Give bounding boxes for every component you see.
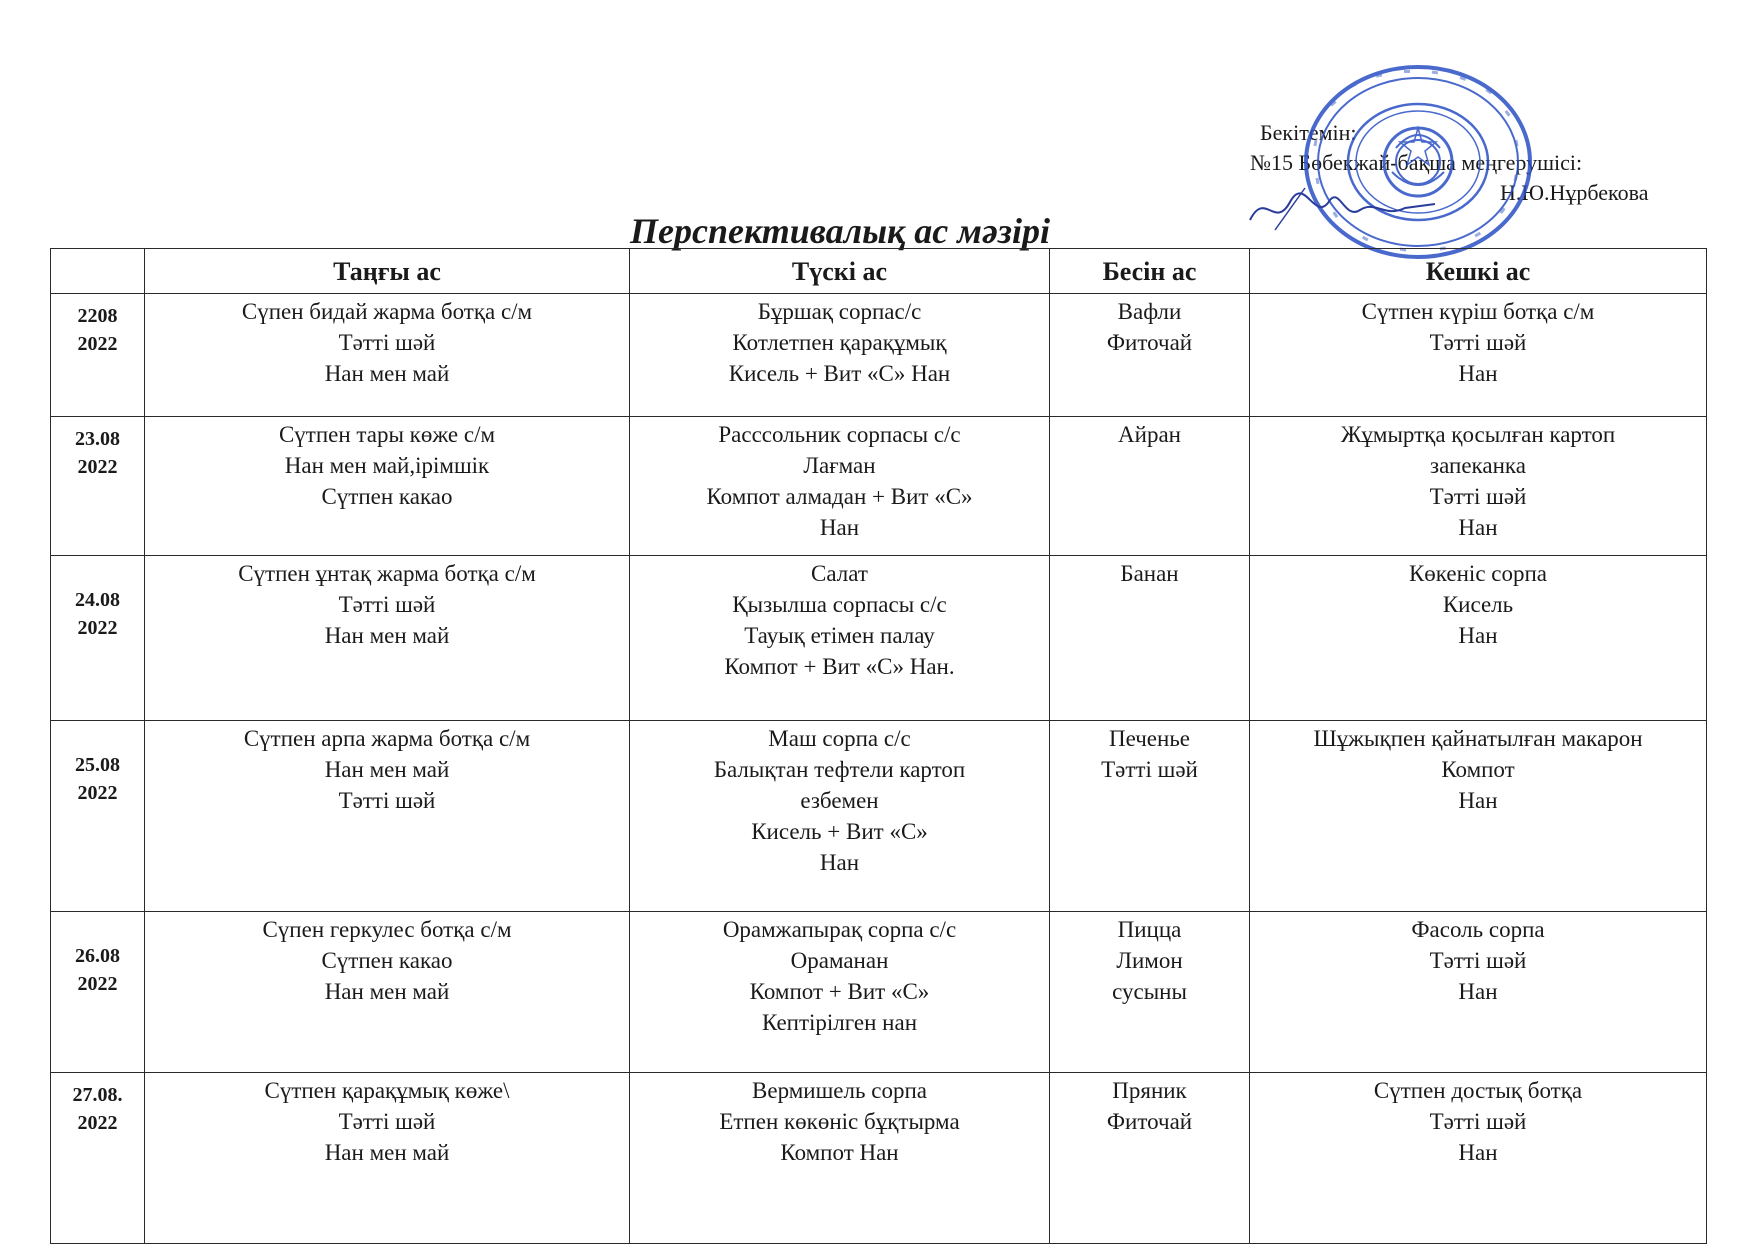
approval-line-3: Н.Ю.Нұрбекова xyxy=(1500,180,1649,205)
menu-item: Нан xyxy=(1458,361,1498,386)
menu-item: Котлетпен қарақұмық xyxy=(732,330,947,355)
breakfast-cell xyxy=(145,556,630,721)
menu-item: Нан мен май,ірімшік xyxy=(284,453,490,478)
menu-item: Банан xyxy=(1120,561,1179,586)
menu-item: Бұршақ сорпас/с xyxy=(757,299,922,324)
menu-item: Нан xyxy=(819,850,860,875)
header-date xyxy=(51,249,145,294)
lunch-cell xyxy=(630,912,1050,1073)
date-cell xyxy=(51,721,145,912)
dinner-cell xyxy=(1250,912,1707,1073)
menu-item: Сүтпен күріш ботқа с/м xyxy=(1361,299,1595,324)
table-row xyxy=(51,721,1707,912)
table-row xyxy=(51,294,1707,417)
menu-item: Лағман xyxy=(803,453,876,478)
menu-item: Көкеніс сорпа xyxy=(1408,561,1548,586)
menu-item: Кисель + Вит «С» Нан xyxy=(728,361,951,386)
menu-item: Компот + Вит «С» xyxy=(749,979,930,1004)
menu-item: Вермишель сорпа xyxy=(752,1078,927,1103)
date-line: 2022 xyxy=(77,973,118,995)
date-cell xyxy=(51,417,145,556)
menu-item: Нан xyxy=(1458,623,1498,648)
snack-cell xyxy=(1050,294,1250,417)
date-cell xyxy=(51,912,145,1073)
date-line: 2022 xyxy=(77,1112,118,1134)
menu-item: Сүтпен ұнтақ жарма ботқа с/м xyxy=(238,561,536,586)
menu-item: Лимон xyxy=(1116,948,1183,973)
dinner-cell xyxy=(1250,294,1707,417)
snack-cell xyxy=(1050,1073,1250,1244)
breakfast-cell xyxy=(145,294,630,417)
menu-item: Пицца xyxy=(1117,917,1182,942)
snack-cell xyxy=(1050,721,1250,912)
menu-item: Сүтпен тары көже с/м xyxy=(278,422,496,447)
menu-item: Кисель + Вит «С» xyxy=(751,819,928,844)
menu-item: Ораманан xyxy=(790,948,889,973)
approval-line-2: №15 Бөбекжай-бақша меңгерушісі: xyxy=(1250,150,1583,175)
breakfast-cell xyxy=(145,721,630,912)
dinner-cell xyxy=(1250,556,1707,721)
lunch-cell xyxy=(630,417,1050,556)
date-line: 25.08 xyxy=(75,754,120,776)
menu-item: Сүпен бидай жарма ботқа с/м xyxy=(241,299,533,324)
menu-item: Сүтпен қарақұмық көже\ xyxy=(264,1078,510,1103)
menu-item: Айран xyxy=(1118,422,1181,447)
menu-item: Тәтті шәй xyxy=(1101,757,1198,782)
menu-item: Маш сорпа с/с xyxy=(768,726,911,751)
date-cell xyxy=(51,556,145,721)
table-row xyxy=(51,1073,1707,1244)
menu-item: Нан мен май xyxy=(324,979,450,1004)
date-line: 23.08 xyxy=(75,428,120,450)
menu-item: Сүтпен какао xyxy=(321,948,453,973)
header-snack: Бесін ас xyxy=(1050,249,1250,294)
lunch-cell xyxy=(630,294,1050,417)
menu-item: Етпен көкөніс бұқтырма xyxy=(719,1109,960,1134)
menu-item: Вафли xyxy=(1117,299,1182,324)
date-line: 26.08 xyxy=(75,945,120,967)
lunch-cell xyxy=(630,721,1050,912)
menu-item: Сүпен геркулес ботқа с/м xyxy=(262,917,512,942)
menu-item: Нан xyxy=(819,515,860,540)
approval-line-1: Бекітемін: xyxy=(1260,120,1357,145)
dinner-cell xyxy=(1250,417,1707,556)
header-lunch: Түскі ас xyxy=(630,249,1050,294)
date-line: 2022 xyxy=(77,456,118,478)
table-header-row xyxy=(51,249,1707,294)
menu-item: Сүтпен арпа жарма ботқа с/м xyxy=(243,726,531,751)
header-breakfast: Таңғы ас xyxy=(145,249,630,294)
menu-item: Сүтпен какао xyxy=(321,484,453,509)
menu-item: Расссольник сорпасы с/с xyxy=(718,422,961,447)
menu-item: Жұмыртқа қосылған картоп xyxy=(1340,422,1616,447)
menu-item: Тәтті шәй xyxy=(338,788,436,813)
header-dinner: Кешкі ас xyxy=(1250,249,1707,294)
menu-item: Тәтті шәй xyxy=(338,1109,436,1134)
menu-item: Кисель xyxy=(1442,592,1514,617)
menu-item: Нан мен май xyxy=(324,1140,450,1165)
menu-table xyxy=(50,248,1707,1244)
menu-item: Фиточай xyxy=(1106,330,1193,355)
menu-item: Нан мен май xyxy=(324,361,450,386)
menu-item: Тәтті шәй xyxy=(338,592,436,617)
snack-cell xyxy=(1050,912,1250,1073)
breakfast-cell xyxy=(145,912,630,1073)
menu-item: Нан xyxy=(1458,515,1498,540)
page-title: Перспективалық ас мәзірі xyxy=(630,211,1050,251)
menu-item: Нан xyxy=(1458,979,1498,1004)
table-row xyxy=(51,556,1707,721)
date-cell xyxy=(51,1073,145,1244)
date-cell xyxy=(51,294,145,417)
menu-item: сусыны xyxy=(1112,979,1187,1004)
menu-item: Компот xyxy=(1441,757,1515,782)
breakfast-cell xyxy=(145,417,630,556)
dinner-cell xyxy=(1250,721,1707,912)
menu-item: Нан мен май xyxy=(324,623,450,648)
date-line: 2022 xyxy=(77,617,118,639)
snack-cell xyxy=(1050,556,1250,721)
snack-cell xyxy=(1050,417,1250,556)
table-row xyxy=(51,417,1707,556)
menu-item: Тәтті шәй xyxy=(1429,484,1527,509)
date-line: 27.08. xyxy=(72,1084,123,1106)
menu-item: Балықтан тефтели картоп xyxy=(713,757,966,782)
table-row xyxy=(51,912,1707,1073)
menu-item: Орамжапырақ сорпа с/с xyxy=(722,917,957,942)
dinner-cell xyxy=(1250,1073,1707,1244)
menu-item: Печенье xyxy=(1108,726,1191,751)
menu-item: Фасоль сорпа xyxy=(1411,917,1545,942)
menu-item: Фиточай xyxy=(1106,1109,1193,1134)
date-line: 2022 xyxy=(77,333,118,355)
menu-item: Тәтті шәй xyxy=(1429,948,1527,973)
menu-item: Пряник xyxy=(1112,1078,1187,1103)
menu-item: Компот алмадан + Вит «С» xyxy=(706,484,973,509)
lunch-cell xyxy=(630,1073,1050,1244)
menu-item: Қызылша сорпасы с/с xyxy=(732,592,947,617)
menu-item: Тәтті шәй xyxy=(338,330,436,355)
menu-item: запеканка xyxy=(1430,453,1526,478)
menu-item: Нан xyxy=(1458,788,1498,813)
menu-item: Сүтпен достық ботқа xyxy=(1373,1078,1583,1103)
menu-item: Тауық етімен палау xyxy=(744,623,935,648)
lunch-cell xyxy=(630,556,1050,721)
signature-icon xyxy=(1245,180,1445,240)
menu-item: Тәтті шәй xyxy=(1429,1109,1527,1134)
menu-item: езбемен xyxy=(800,788,879,813)
menu-item: Шұжықпен қайнатылған макарон xyxy=(1313,726,1643,751)
menu-item: Кептірілген нан xyxy=(761,1010,917,1035)
date-line: 24.08 xyxy=(75,589,120,611)
date-line: 2208 xyxy=(77,305,118,327)
menu-item: Нан мен май xyxy=(324,757,450,782)
menu-item: Компот Нан xyxy=(780,1140,899,1165)
menu-item: Компот + Вит «С» Нан. xyxy=(724,654,955,679)
breakfast-cell xyxy=(145,1073,630,1244)
date-line: 2022 xyxy=(77,782,118,804)
menu-item: Нан xyxy=(1458,1140,1498,1165)
menu-item: Салат xyxy=(811,561,868,586)
menu-item: Тәтті шәй xyxy=(1429,330,1527,355)
